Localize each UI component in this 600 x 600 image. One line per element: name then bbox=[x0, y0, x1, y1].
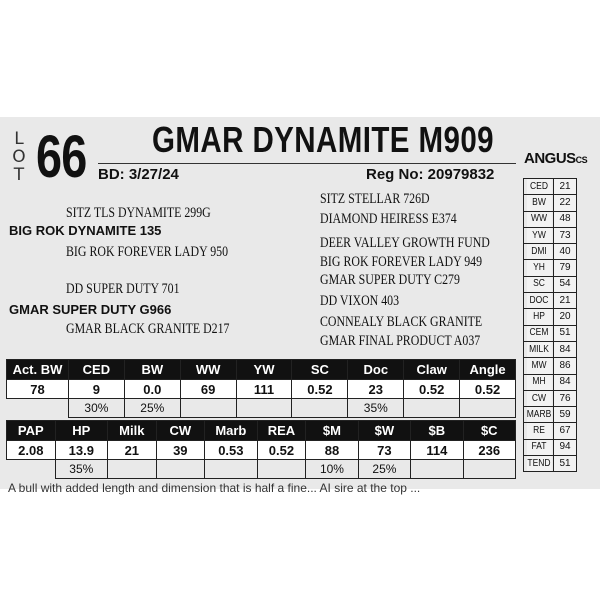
percentile-trait: DMI bbox=[526, 244, 552, 260]
grid-value: 69 bbox=[180, 380, 236, 399]
grid-percentile bbox=[156, 460, 204, 479]
percentile-trait: MARB bbox=[526, 407, 552, 423]
grid-header: $W bbox=[358, 421, 410, 441]
grid-percentile bbox=[180, 399, 236, 418]
pedigree-right-3: DEER VALLEY GROWTH FUND bbox=[320, 235, 490, 251]
footer-text: A bull with added length and dimension that is half a fine... AI sire at the top ... bbox=[8, 481, 421, 495]
birth-reg-row bbox=[98, 163, 516, 186]
grid-header: Doc bbox=[348, 360, 404, 380]
percentile-row bbox=[524, 227, 577, 243]
percentile-row bbox=[524, 309, 577, 325]
pedigree-right-8: GMAR FINAL PRODUCT A037 bbox=[320, 333, 481, 349]
percentile-row bbox=[524, 179, 577, 195]
epd-grid-bottom bbox=[6, 420, 516, 479]
grid-percentile bbox=[7, 399, 69, 418]
grid-value: 88 bbox=[306, 441, 358, 460]
epd-grid-top bbox=[6, 359, 516, 418]
percentile-value: 21 bbox=[554, 293, 577, 309]
grid-value: 78 bbox=[7, 380, 69, 399]
percentile-row bbox=[524, 276, 577, 292]
percentile-value: 84 bbox=[554, 374, 577, 390]
grid-percentile bbox=[236, 399, 292, 418]
percentile-row bbox=[524, 325, 577, 341]
percentile-value: 76 bbox=[554, 390, 577, 406]
grid-value: 0.52 bbox=[257, 441, 306, 460]
percentile-trait: CW bbox=[526, 390, 552, 406]
grid-header: CW bbox=[156, 421, 204, 441]
grid-value: 0.52 bbox=[404, 380, 460, 399]
grid-header: HP bbox=[55, 421, 107, 441]
percentile-value: 22 bbox=[554, 195, 577, 211]
percentile-trait: SC bbox=[526, 276, 552, 292]
grid-value: 73 bbox=[358, 441, 410, 460]
grid-header: BW bbox=[124, 360, 180, 380]
dam-dam: GMAR BLACK GRANITE D217 bbox=[66, 321, 230, 337]
grid-percentile bbox=[205, 460, 258, 479]
grid-header: Claw bbox=[404, 360, 460, 380]
grid-value: 2.08 bbox=[7, 441, 56, 460]
percentile-trait: MILK bbox=[526, 341, 552, 357]
percentile-row bbox=[524, 439, 577, 455]
lot-label: L O T bbox=[12, 129, 26, 185]
percentile-value: 79 bbox=[554, 260, 577, 276]
grid-header: $B bbox=[411, 421, 463, 441]
percentile-trait: TEND bbox=[526, 456, 552, 472]
percentile-value: 67 bbox=[554, 423, 577, 439]
grid-value: 21 bbox=[108, 441, 157, 460]
grid-header: Marb bbox=[205, 421, 258, 441]
percentile-row bbox=[524, 211, 577, 227]
percentile-row bbox=[524, 456, 577, 472]
percentile-trait: BW bbox=[526, 195, 552, 211]
sire-dam: BIG ROK FOREVER LADY 950 bbox=[66, 244, 229, 260]
grid-percentile bbox=[404, 399, 460, 418]
percentile-value: 59 bbox=[554, 407, 577, 423]
grid-value: 0.0 bbox=[124, 380, 180, 399]
grid-value: 114 bbox=[411, 441, 463, 460]
grid-value: 0.52 bbox=[292, 380, 348, 399]
percentile-row bbox=[524, 374, 577, 390]
sire-sire: SITZ TLS DYNAMITE 299G bbox=[66, 205, 211, 221]
lot-number: 66 bbox=[36, 123, 87, 190]
percentile-value: 94 bbox=[554, 439, 577, 455]
grid-value: 39 bbox=[156, 441, 204, 460]
dam-sire: DD SUPER DUTY 701 bbox=[66, 281, 180, 297]
grid-percentile bbox=[7, 460, 56, 479]
percentile-value: 73 bbox=[554, 227, 577, 243]
grid-percentile bbox=[463, 460, 515, 479]
percentile-trait: YH bbox=[526, 260, 552, 276]
grid-value: 0.53 bbox=[205, 441, 258, 460]
percentile-row bbox=[524, 341, 577, 357]
percentile-value: 21 bbox=[554, 179, 577, 195]
percentile-trait: HP bbox=[526, 309, 552, 325]
grid-percentile: 30% bbox=[68, 399, 124, 418]
grid-percentile bbox=[257, 460, 306, 479]
pedigree-right-4: BIG ROK FOREVER LADY 949 bbox=[320, 254, 483, 270]
grid-value: 236 bbox=[463, 441, 515, 460]
percentile-row bbox=[524, 358, 577, 374]
percentile-trait: YW bbox=[526, 227, 552, 243]
grid-percentile: 25% bbox=[124, 399, 180, 418]
grid-percentile bbox=[292, 399, 348, 418]
percentile-trait: DOC bbox=[526, 293, 552, 309]
grid-header: REA bbox=[257, 421, 306, 441]
percentile-trait: MH bbox=[526, 374, 552, 390]
grid-header: PAP bbox=[7, 421, 56, 441]
grid-percentile: 25% bbox=[358, 460, 410, 479]
birth-date: BD: 3/27/24 bbox=[98, 166, 179, 183]
grid-value: 9 bbox=[68, 380, 124, 399]
grid-header: $C bbox=[463, 421, 515, 441]
percentile-value: 20 bbox=[554, 309, 577, 325]
pedigree-right-5: GMAR SUPER DUTY C279 bbox=[320, 272, 460, 288]
pedigree-right-7: CONNEALY BLACK GRANITE bbox=[320, 314, 483, 330]
percentile-row bbox=[524, 195, 577, 211]
percentile-rank-table bbox=[523, 178, 577, 472]
grid-percentile bbox=[108, 460, 157, 479]
percentile-row bbox=[524, 390, 577, 406]
percentile-trait: FAT bbox=[526, 439, 552, 455]
grid-header: CED bbox=[68, 360, 124, 380]
grid-value: 13.9 bbox=[55, 441, 107, 460]
percentile-row bbox=[524, 423, 577, 439]
grid-percentile bbox=[460, 399, 516, 418]
grid-value: 0.52 bbox=[460, 380, 516, 399]
pedigree-right-1: SITZ STELLAR 726D bbox=[320, 191, 430, 207]
percentile-row bbox=[524, 244, 577, 260]
grid-header: YW bbox=[236, 360, 292, 380]
percentile-value: 51 bbox=[554, 325, 577, 341]
grid-percentile: 10% bbox=[306, 460, 358, 479]
grid-value: 111 bbox=[236, 380, 292, 399]
percentile-value: 84 bbox=[554, 341, 577, 357]
grid-header: WW bbox=[180, 360, 236, 380]
grid-percentile: 35% bbox=[348, 399, 404, 418]
pedigree-right-2: DIAMOND HEIRESS E374 bbox=[320, 211, 457, 227]
grid-header: Angle bbox=[460, 360, 516, 380]
percentile-value: 54 bbox=[554, 276, 577, 292]
sire: BIG ROK DYNAMITE 135 bbox=[9, 223, 162, 238]
percentile-trait: CED bbox=[526, 179, 552, 195]
grid-header: $M bbox=[306, 421, 358, 441]
grid-header: SC bbox=[292, 360, 348, 380]
percentile-row bbox=[524, 407, 577, 423]
percentile-trait: WW bbox=[526, 211, 552, 227]
angus-logo: ANGUSCS bbox=[524, 150, 588, 167]
pedigree-right-6: DD VIXON 403 bbox=[320, 293, 400, 309]
percentile-value: 86 bbox=[554, 358, 577, 374]
grid-value: 23 bbox=[348, 380, 404, 399]
percentile-trait: MW bbox=[526, 358, 552, 374]
percentile-trait: RE bbox=[526, 423, 552, 439]
percentile-value: 40 bbox=[554, 244, 577, 260]
grid-header: Milk bbox=[108, 421, 157, 441]
grid-percentile bbox=[411, 460, 463, 479]
percentile-trait: CEM bbox=[526, 325, 552, 341]
registration-number: Reg No: 20979832 bbox=[366, 166, 495, 183]
animal-name: GMAR DYNAMITE M909 bbox=[152, 119, 494, 160]
grid-percentile: 35% bbox=[55, 460, 107, 479]
grid-header: Act. BW bbox=[7, 360, 69, 380]
percentile-value: 51 bbox=[554, 456, 577, 472]
percentile-row bbox=[524, 260, 577, 276]
dam: GMAR SUPER DUTY G966 bbox=[9, 302, 172, 317]
percentile-row bbox=[524, 293, 577, 309]
percentile-value: 48 bbox=[554, 211, 577, 227]
